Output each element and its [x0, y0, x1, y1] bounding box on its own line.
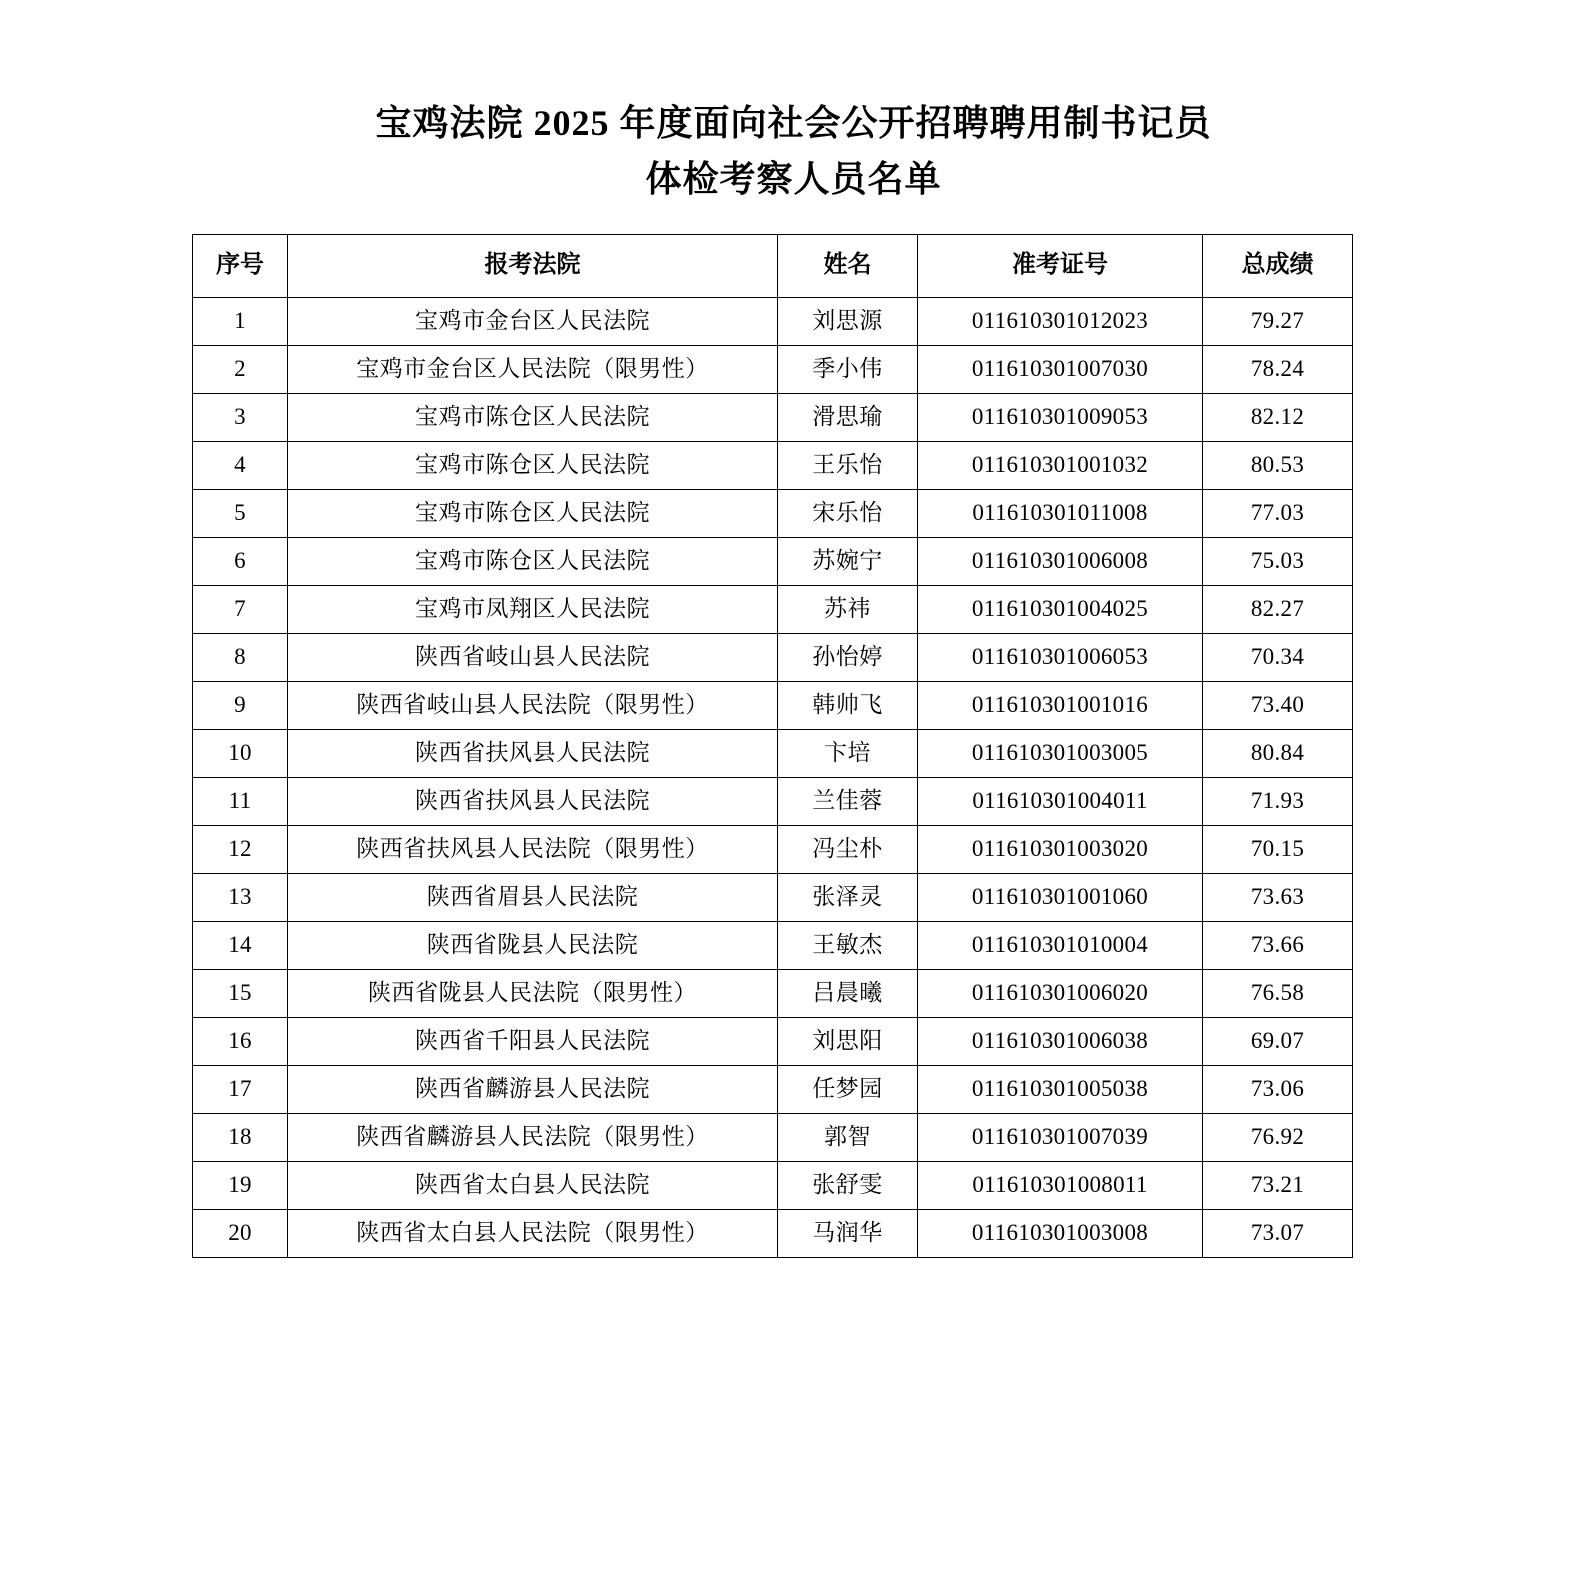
cell-court: 宝鸡市凤翔区人民法院	[288, 585, 778, 633]
cell-ticket: 011610301004025	[918, 585, 1203, 633]
cell-score: 80.53	[1203, 441, 1353, 489]
cell-index: 11	[193, 777, 288, 825]
cell-score: 71.93	[1203, 777, 1353, 825]
page-title-line-2: 体检考察人员名单	[645, 158, 942, 199]
cell-ticket: 011610301008011	[918, 1161, 1203, 1209]
table-row	[193, 1113, 1353, 1161]
cell-court: 宝鸡市陈仓区人民法院	[288, 489, 778, 537]
cell-name: 孙怡婷	[778, 633, 918, 681]
table-row	[193, 1065, 1353, 1113]
cell-score: 73.66	[1203, 921, 1353, 969]
cell-court: 陕西省陇县人民法院	[288, 921, 778, 969]
cell-name: 苏婉宁	[778, 537, 918, 585]
column-header-name: 姓名	[778, 234, 918, 297]
cell-ticket: 011610301001060	[918, 873, 1203, 921]
cell-court: 陕西省陇县人民法院（限男性）	[288, 969, 778, 1017]
column-header-score: 总成绩	[1203, 234, 1353, 297]
cell-court: 宝鸡市金台区人民法院（限男性）	[288, 345, 778, 393]
cell-name: 张舒雯	[778, 1161, 918, 1209]
cell-name: 宋乐怡	[778, 489, 918, 537]
cell-score: 76.92	[1203, 1113, 1353, 1161]
cell-name: 刘思阳	[778, 1017, 918, 1065]
table-row	[193, 537, 1353, 585]
table-row	[193, 729, 1353, 777]
cell-name: 苏祎	[778, 585, 918, 633]
cell-ticket: 011610301003008	[918, 1209, 1203, 1257]
cell-court: 宝鸡市金台区人民法院	[288, 297, 778, 345]
cell-score: 77.03	[1203, 489, 1353, 537]
cell-ticket: 011610301006053	[918, 633, 1203, 681]
cell-ticket: 011610301009053	[918, 393, 1203, 441]
roster-body	[193, 297, 1353, 1257]
column-header-ticket: 准考证号	[918, 234, 1203, 297]
column-header-index: 序号	[193, 234, 288, 297]
cell-name: 吕晨曦	[778, 969, 918, 1017]
cell-index: 18	[193, 1113, 288, 1161]
cell-court: 陕西省麟游县人民法院（限男性）	[288, 1113, 778, 1161]
cell-index: 20	[193, 1209, 288, 1257]
cell-name: 张泽灵	[778, 873, 918, 921]
cell-ticket: 011610301005038	[918, 1065, 1203, 1113]
cell-court: 陕西省岐山县人民法院（限男性）	[288, 681, 778, 729]
cell-score: 79.27	[1203, 297, 1353, 345]
cell-court: 陕西省眉县人民法院	[288, 873, 778, 921]
cell-name: 任梦园	[778, 1065, 918, 1113]
cell-index: 5	[193, 489, 288, 537]
table-row	[193, 825, 1353, 873]
cell-ticket: 011610301006038	[918, 1017, 1203, 1065]
table-row	[193, 681, 1353, 729]
cell-name: 王敏杰	[778, 921, 918, 969]
table-row	[193, 873, 1353, 921]
table-row	[193, 297, 1353, 345]
cell-score: 73.40	[1203, 681, 1353, 729]
table-row	[193, 585, 1353, 633]
cell-court: 陕西省麟游县人民法院	[288, 1065, 778, 1113]
roster-table	[192, 234, 1353, 1258]
cell-score: 78.24	[1203, 345, 1353, 393]
column-header-court: 报考法院	[288, 234, 778, 297]
cell-court: 宝鸡市陈仓区人民法院	[288, 537, 778, 585]
cell-score: 76.58	[1203, 969, 1353, 1017]
cell-index: 12	[193, 825, 288, 873]
table-row	[193, 969, 1353, 1017]
cell-ticket: 011610301006020	[918, 969, 1203, 1017]
cell-name: 王乐怡	[778, 441, 918, 489]
cell-court: 陕西省扶风县人民法院（限男性）	[288, 825, 778, 873]
cell-index: 1	[193, 297, 288, 345]
cell-name: 刘思源	[778, 297, 918, 345]
cell-score: 73.21	[1203, 1161, 1353, 1209]
table-row	[193, 1209, 1353, 1257]
cell-score: 70.15	[1203, 825, 1353, 873]
cell-index: 10	[193, 729, 288, 777]
cell-court: 陕西省扶风县人民法院	[288, 777, 778, 825]
cell-index: 17	[193, 1065, 288, 1113]
page-title-line-1: 宝鸡法院 2025 年度面向社会公开招聘聘用制书记员	[375, 103, 1212, 143]
cell-name: 滑思瑜	[778, 393, 918, 441]
cell-score: 82.12	[1203, 393, 1353, 441]
cell-court: 宝鸡市陈仓区人民法院	[288, 393, 778, 441]
cell-ticket: 011610301004011	[918, 777, 1203, 825]
page-title	[190, 96, 1397, 208]
cell-court: 陕西省太白县人民法院	[288, 1161, 778, 1209]
cell-ticket: 011610301001032	[918, 441, 1203, 489]
table-row	[193, 921, 1353, 969]
cell-court: 宝鸡市陈仓区人民法院	[288, 441, 778, 489]
cell-ticket: 011610301003020	[918, 825, 1203, 873]
cell-index: 8	[193, 633, 288, 681]
cell-index: 13	[193, 873, 288, 921]
cell-ticket: 011610301001016	[918, 681, 1203, 729]
cell-score: 75.03	[1203, 537, 1353, 585]
cell-score: 73.63	[1203, 873, 1353, 921]
cell-index: 9	[193, 681, 288, 729]
cell-ticket: 011610301003005	[918, 729, 1203, 777]
cell-index: 14	[193, 921, 288, 969]
table-row	[193, 441, 1353, 489]
cell-court: 陕西省扶风县人民法院	[288, 729, 778, 777]
cell-court: 陕西省太白县人民法院（限男性）	[288, 1209, 778, 1257]
cell-court: 陕西省岐山县人民法院	[288, 633, 778, 681]
cell-score: 73.06	[1203, 1065, 1353, 1113]
cell-score: 73.07	[1203, 1209, 1353, 1257]
table-row	[193, 393, 1353, 441]
cell-score: 82.27	[1203, 585, 1353, 633]
table-row	[193, 345, 1353, 393]
cell-index: 16	[193, 1017, 288, 1065]
cell-name: 季小伟	[778, 345, 918, 393]
cell-ticket: 011610301012023	[918, 297, 1203, 345]
table-header-row	[193, 234, 1353, 297]
cell-score: 69.07	[1203, 1017, 1353, 1065]
table-row	[193, 1161, 1353, 1209]
table-row	[193, 1017, 1353, 1065]
cell-name: 冯尘朴	[778, 825, 918, 873]
cell-court: 陕西省千阳县人民法院	[288, 1017, 778, 1065]
cell-index: 4	[193, 441, 288, 489]
cell-name: 郭智	[778, 1113, 918, 1161]
cell-ticket: 011610301011008	[918, 489, 1203, 537]
cell-name: 韩帅飞	[778, 681, 918, 729]
cell-index: 19	[193, 1161, 288, 1209]
cell-ticket: 011610301007039	[918, 1113, 1203, 1161]
cell-ticket: 011610301010004	[918, 921, 1203, 969]
cell-score: 70.34	[1203, 633, 1353, 681]
cell-index: 2	[193, 345, 288, 393]
cell-score: 80.84	[1203, 729, 1353, 777]
cell-name: 马润华	[778, 1209, 918, 1257]
cell-index: 7	[193, 585, 288, 633]
cell-ticket: 011610301006008	[918, 537, 1203, 585]
table-row	[193, 489, 1353, 537]
table-row	[193, 777, 1353, 825]
cell-index: 3	[193, 393, 288, 441]
cell-index: 6	[193, 537, 288, 585]
cell-ticket: 011610301007030	[918, 345, 1203, 393]
cell-name: 兰佳蓉	[778, 777, 918, 825]
table-row	[193, 633, 1353, 681]
cell-index: 15	[193, 969, 288, 1017]
cell-name: 卞培	[778, 729, 918, 777]
